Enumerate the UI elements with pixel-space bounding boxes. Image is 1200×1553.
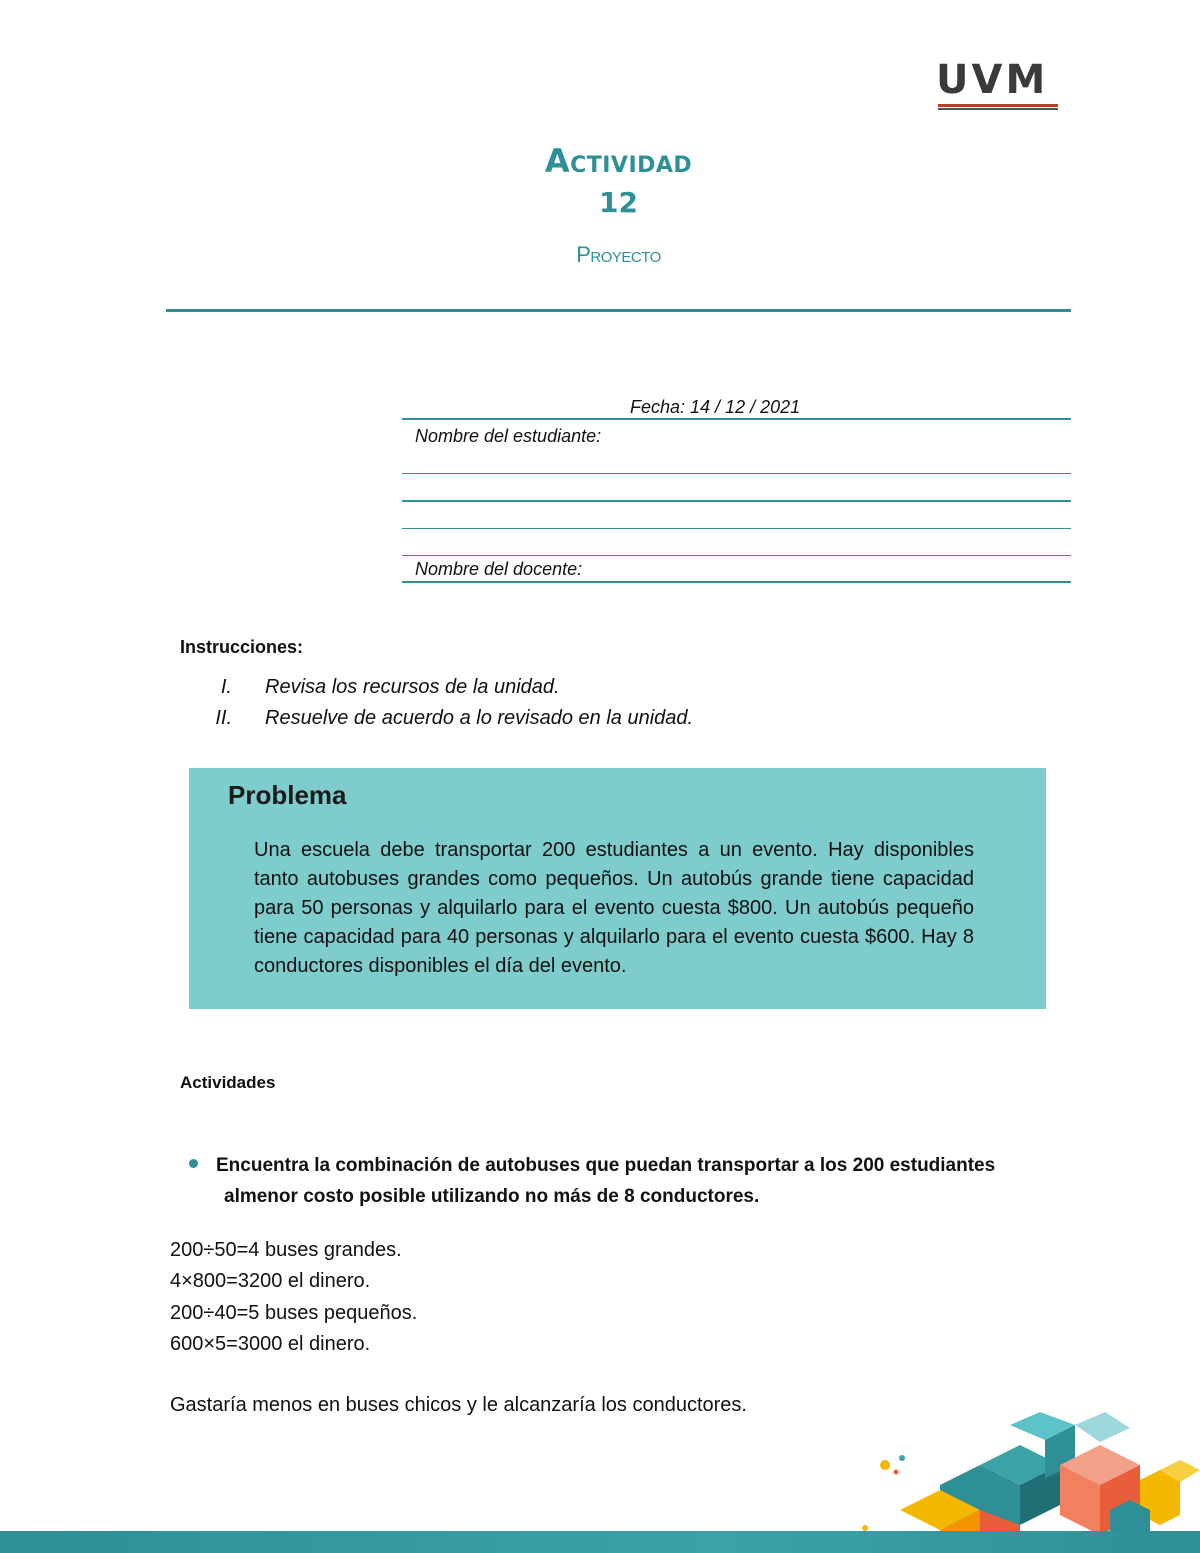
date-field: Fecha: 14 / 12 / 2021 (630, 397, 801, 417)
teacher-line-top (402, 555, 1071, 556)
calc-line: 600×5=3000 el dinero. (170, 1333, 371, 1355)
instruction-number: I. (220, 676, 232, 698)
logo-rule (938, 104, 1058, 107)
instruction-number: II. (215, 707, 232, 729)
activity-bullet-line-2: almenor costo posible utilizando no más de 8 conductores. (224, 1186, 760, 1207)
teacher-line (402, 581, 1071, 583)
instruction-item: Resuelve de acuerdo a lo revisado en la unidad. (265, 707, 694, 729)
header-divider (166, 309, 1071, 312)
date-line (402, 418, 1071, 420)
problem-text: Una escuela debe transportar 200 estudiantes a un evento. Hay disponibles tanto autobuses grandes como pequeños. Un autobús grande tiene capacidad para 50 personas y alquilarlo para el evento cuesta $800. Un autobús pequeño tiene capacidad para 40 personas y alquilarlo para el evento cuesta $600. Hay 8 conductores disponibles el día del evento. (254, 839, 974, 977)
bullet-icon (189, 1159, 198, 1168)
activities-title: Actividades (180, 1073, 276, 1092)
activity-bullet-line-1: Encuentra la combinación de autobuses que puedan transportar a los 200 estudiantes (216, 1155, 996, 1176)
calc-line: 4×800=3200 el dinero. (170, 1270, 371, 1292)
student-line-3 (402, 528, 1071, 529)
activity-title: Actividad (544, 142, 693, 180)
uvm-logo (936, 58, 1060, 112)
student-line-1 (402, 473, 1071, 474)
logo-text: UVM (936, 57, 1049, 103)
calc-line: 200÷50=4 buses grandes. (170, 1239, 402, 1261)
instructions-title: Instrucciones: (180, 637, 304, 657)
activity-subtitle: Proyecto (576, 242, 661, 267)
calc-line: 200÷40=5 buses pequeños. (170, 1302, 418, 1324)
student-line-2 (402, 500, 1071, 502)
student-name-label: Nombre del estudiante: (415, 426, 602, 446)
activity-bullet (216, 1150, 1086, 1212)
decorative-cubes-graphic (860, 1410, 1200, 1535)
conclusion-text: Gastaría menos en buses chicos y le alcanzaría los conductores. (170, 1394, 747, 1416)
activity-number: 12 (599, 186, 638, 219)
teacher-name-label: Nombre del docente: (415, 559, 583, 579)
problem-title: Problema (228, 780, 347, 810)
logo-subline (938, 108, 1058, 110)
instruction-item: Revisa los recursos de la unidad. (265, 676, 560, 698)
footer-band (0, 1531, 1200, 1553)
